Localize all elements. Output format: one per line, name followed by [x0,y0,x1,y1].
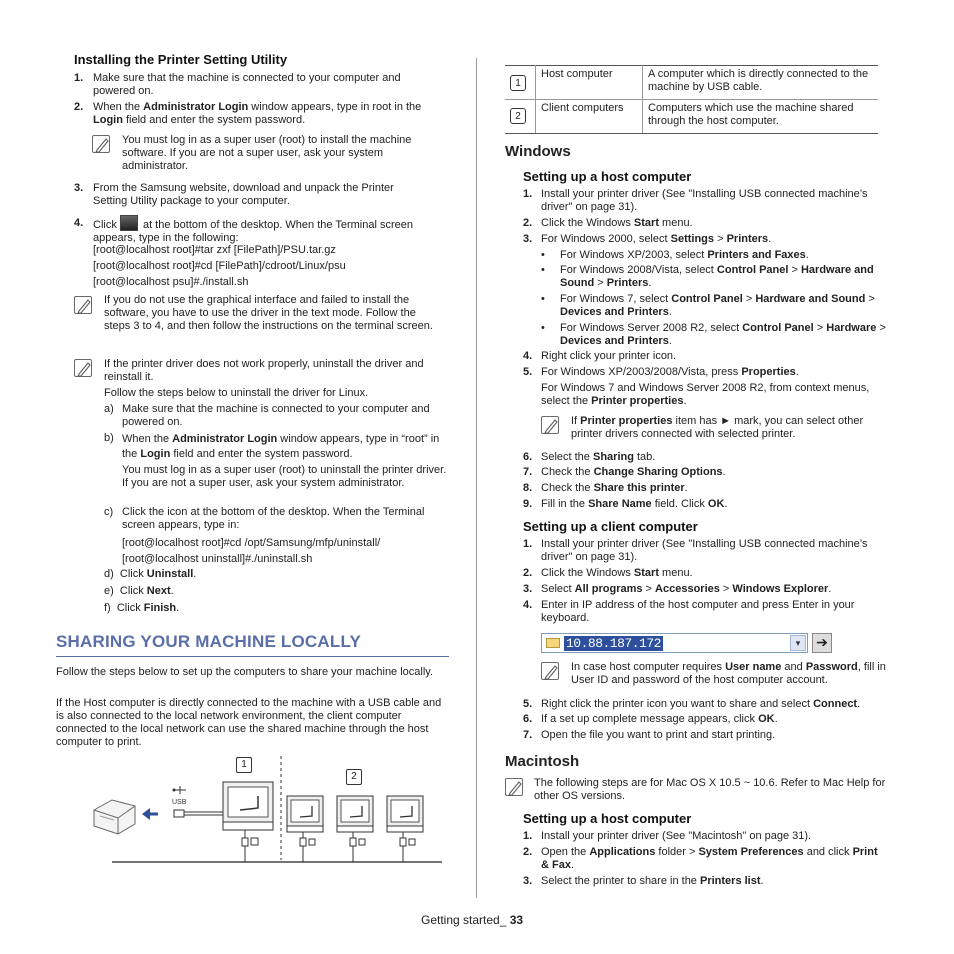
host-computer-icon [223,782,273,862]
row-badge: 1 [510,75,526,91]
install-heading: Installing the Printer Setting Utility [74,52,288,67]
printer-icon [94,800,135,834]
note-icon [505,778,523,796]
client-step-3: 3. Select All programs > Accessories > Windows Explorer. [523,583,832,595]
network-diagram [90,752,450,867]
command-line: [root@localhost root]#cd /opt/Samsung/mfp/uninstall/ [122,537,381,549]
note-text: The following steps are for Mac OS X 10.5 ~ 10.6. Refer to Mac Help for other OS versions. [534,777,886,802]
win-bullet: • For Windows 2008/Vista, select Control Panel > Hardware and Sound > Printers. [541,264,874,289]
folder-icon [546,638,560,648]
client-step-4: 4. Enter in IP address of the host computer and press Enter in your keyboard. [523,599,855,624]
note-icon [74,359,92,377]
diagram-graphic [90,752,450,867]
row-term: Client computers [541,102,624,114]
step-1 [74,72,454,98]
usb-label: USB [172,799,187,806]
win-bullet: • For Windows XP/2003, select Printers and Faxes. [541,249,809,261]
step-number: 1. [74,72,84,84]
mac-step-2: 2. Open the Applications folder > System Preferences and click Print & Fax. [523,846,878,871]
substep-c: c) Click the icon at the bottom of the desktop. When the Terminal screen appears, type in: [104,506,425,531]
row-badge: 2 [510,108,526,124]
substep-d: d) Click Uninstall. [104,568,197,580]
mac-step-1: 1. Install your printer driver (See "Macintosh" on page 31). [523,830,812,842]
table-row [505,99,878,133]
follow-text: Follow the steps below to uninstall the driver for Linux. [104,387,369,399]
step-text: When the Administrator Login window appears, type in root in the Login field and enter the system password. [93,101,422,126]
win-step-3: 3. For Windows 2000, select Settings > Printers. [523,233,772,245]
host-heading: Setting up a host computer [523,169,692,184]
client-heading: Setting up a client computer [523,519,698,534]
page-footer: Getting started_ 33 [421,913,524,927]
command-line: [root@localhost uninstall]#./uninstall.sh [122,553,313,565]
diagram-badge-2: 2 [346,769,362,785]
note-text: If Printer properties item has ► mark, you can select other printer drivers connected with selected printer. [571,415,864,440]
note-text: If the printer driver does not work properly, uninstall the driver and reinstall it. [104,358,424,383]
row-desc: A computer which is directly connected to the machine by USB cable. [648,68,869,93]
substep-e: e) Click Next. [104,585,174,597]
mac-step-3: 3. Select the printer to share in the Printers list. [523,875,764,887]
client-step-7: 7. Open the file you want to print and start printing. [523,729,776,741]
client-step-6: 6. If a set up complete message appears, click OK. [523,713,778,725]
win-step-2: 2. Click the Windows Start menu. [523,217,693,229]
client-computer-icon [337,796,373,862]
client-step-5: 5. Right click the printer icon you want to share and select Connect. [523,698,861,710]
page-number: 33 [509,913,524,927]
substep-b-note: You must log in as a super user (root) to uninstall the printer driver. If you are not a super user, ask your system administrator. [122,464,447,489]
note-icon [541,662,559,680]
win-step-1: 1. Install your printer driver (See "Installing USB connected machine’s driver" on page 31). [523,188,868,213]
note-icon [74,296,92,314]
substep-b: b) When the Administrator Login window appears, type in “root” in the Login field and enter the system password. [104,432,440,460]
macintosh-heading: Macintosh [505,753,580,770]
step-3 [74,182,454,208]
step-number: 2. [74,101,84,113]
note-text: If you do not use the graphical interface and failed to install the software, you have to use the driver in the text mode. Follow the steps 3 to 4, and then follow the instructions on the terminal screen. [104,294,433,332]
mac-host-heading: Setting up a host computer [523,811,692,826]
win-step-6: 6. Select the Sharing tab. [523,451,656,463]
note-icon [541,416,559,434]
address-value[interactable]: 10.88.187.172 [566,636,661,651]
win-step-4: 4. Right click your printer icon. [523,350,677,362]
address-bar[interactable] [541,633,808,653]
win-step-7: 7. Check the Change Sharing Options. [523,466,726,478]
go-arrow-icon[interactable]: ➔ [812,633,832,653]
arrow-icon [142,808,158,820]
win-step-8: 8. Check the Share this printer. [523,482,688,494]
step-4 [74,215,454,245]
win-bullet: • For Windows Server 2008 R2, select Control Panel > Hardware > Devices and Printers. [541,322,886,347]
client-computer-icon [287,796,323,862]
step-number: 4. [74,217,84,229]
step-text: Make sure that the machine is connected to your computer and powered on. [93,72,401,97]
section-title: SHARING YOUR MACHINE LOCALLY [56,632,362,651]
step-number: 3. [74,182,84,194]
table-row [505,65,878,99]
client-step-1: 1. Install your printer driver (See "Installing USB connected machine’s driver" on page 31). [523,538,868,563]
command-line: [root@localhost root]#tar zxf [FilePath]/PSU.tar.gz [93,244,336,256]
intro-paragraph: Follow the steps below to set up the computers to share your machine locally. [56,666,434,678]
substep-f: f) Click Finish. [104,602,180,614]
command-line: [root@localhost root]#cd [FilePath]/cdroot/Linux/psu [93,260,346,272]
client-step-2: 2. Click the Windows Start menu. [523,567,693,579]
column-divider [476,58,477,898]
row-term: Host computer [541,68,613,80]
command-line: [root@localhost psu]#./install.sh [93,276,249,288]
intro-paragraph: If the Host computer is directly connected to the machine with a USB cable and is also connected to the local network environment, the client computer connected to the local network can use the shared machine through the host computer to print. [56,697,442,748]
diagram-badge-1: 1 [236,757,252,773]
substep-a: a) Make sure that the machine is connected to your computer and powered on. [104,403,430,428]
win-step-9: 9. Fill in the Share Name field. Click OK. [523,498,728,510]
windows-heading: Windows [505,143,571,160]
win-bullet: • For Windows 7, select Control Panel > Hardware and Sound > Devices and Printers. [541,293,875,318]
step-text: Click at the bottom of the desktop. When the Terminal screen appears, type in the following: [93,215,443,245]
section-rule [56,656,449,657]
note-icon [92,135,110,153]
row-desc: Computers which use the machine shared through the host computer. [648,102,854,127]
note-text: You must log in as a super user (root) to install the machine software. If you are not a super user, ask your system administrator. [122,134,412,172]
client-computer-icon [387,796,423,862]
note-text: In case host computer requires User name and Password, fill in User ID and password of the host computer account. [571,661,886,686]
usb-icon [173,786,187,794]
step-text: From the Samsung website, download and unpack the Printer Setting Utility package to your computer. [93,182,394,207]
chevron-down-icon[interactable]: ▾ [790,635,806,651]
win-step-5: 5. For Windows XP/2003/2008/Vista, press Properties. For Windows 7 and Windows Server 2008 R2, from context menus, select the Printer properties. [523,366,870,407]
terminal-icon [120,215,138,231]
step-2 [74,101,454,127]
